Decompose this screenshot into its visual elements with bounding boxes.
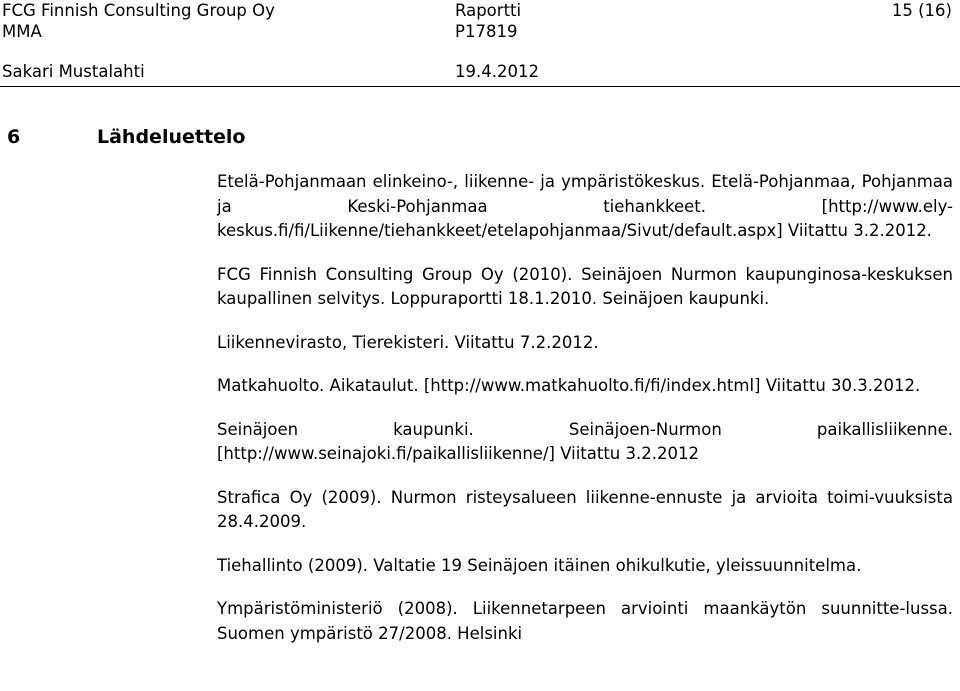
reference-item: Etelä-Pohjanmaan elinkeino-, liikenne- ja ympäristökeskus. Etelä-Pohjanmaa, Pohjanmaa ja Keski-Pohjanmaa tiehankkeet. [http://www.ely-keskus.fi/fi/Liikenne/tiehankkeet/etelapohjanmaa/Sivut/default.aspx] Viitattu 3.2.2012. <box>217 172 953 240</box>
reference-item: FCG Finnish Consulting Group Oy (2010). Seinäjoen Nurmon kaupunginosa-keskuksen kaupallinen selvitys. Loppuraportti 18.1.2010. Seinäjoen kaupunki. <box>217 264 953 308</box>
reference-item: Matkahuolto. Aikataulut. [http://www.matkahuolto.fi/fi/index.html] Viitattu 30.3.2012. <box>217 376 921 395</box>
reference-item: Strafica Oy (2009). Nurmon risteysalueen liikenne-ennuste ja arvioita toimi-vuuksista 28.4.2009. <box>217 487 953 531</box>
reference-item: Liikennevirasto, Tierekisteri. Viitattu 7.2.2012. <box>217 332 599 352</box>
section-number: 6 <box>7 126 21 148</box>
header-project: P17819 <box>455 22 518 41</box>
section-title: Lähdeluettelo <box>97 126 246 148</box>
reference-item: Seinäjoen kaupunki. Seinäjoen-Nurmon paikallisliikenne. [http://www.seinajoki.fi/paikallisliikenne/] Viitattu 3.2.2012 <box>217 419 953 463</box>
header-company: FCG Finnish Consulting Group Oy <box>2 1 275 20</box>
reference-item: Ympäristöministeriö (2008). Liikennetarpeen arviointi maankäytön suunnitte-lussa. Suomen ympäristö 27/2008. Helsinki <box>217 599 953 643</box>
reference-list <box>217 170 953 646</box>
header-author: Sakari Mustalahti <box>2 62 145 81</box>
header-doc-type: Raportti <box>455 1 522 20</box>
header-page-number: 15 (16) <box>891 1 952 20</box>
header-date: 19.4.2012 <box>455 62 539 81</box>
header-unit: MMA <box>2 22 42 41</box>
reference-item: Tiehallinto (2009). Valtatie 19 Seinäjoen itäinen ohikulkutie, yleissuunnitelma. <box>217 555 862 575</box>
header-divider <box>0 86 960 87</box>
